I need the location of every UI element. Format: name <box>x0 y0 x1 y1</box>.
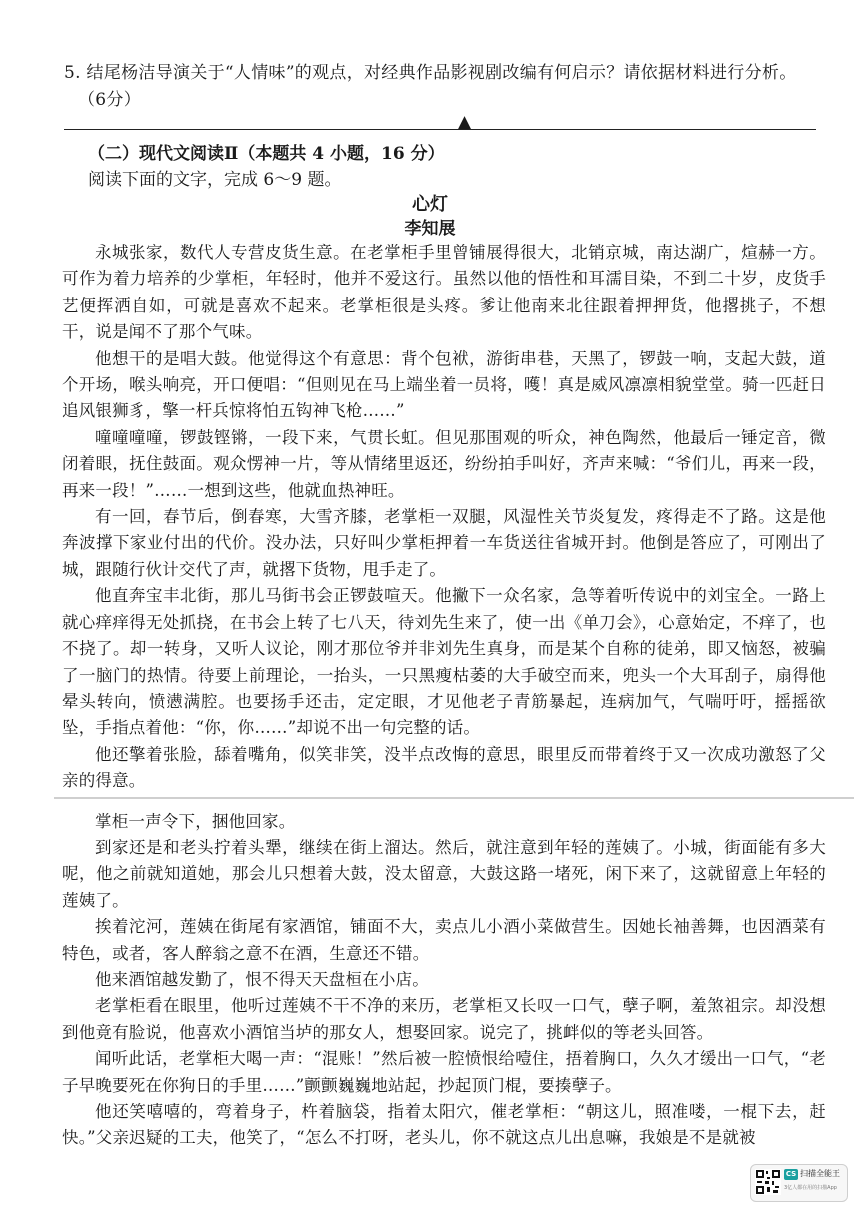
section-instruction: 阅读下面的文字，完成 6～9 题。 <box>88 170 342 190</box>
article-paragraph: 到家还是和老头拧着头犟，继续在街上溜达。然后，就注意到年轻的莲姨了。小城，街面能有多大呢，他之前就知道她，那会儿只想着大鼓，没太留意，大鼓这路一堵死，闲下来了，这就留意上年轻的莲姨了。 <box>62 837 826 910</box>
article-paragraph: 闻听此话，老掌柜大喝一声：“混账！”然后被一腔愤恨给噎住，捂着胸口，久久才缓出一口气，“老子早晚要死在你狗日的手里……”颤颤巍巍地站起，抄起顶门棍，要揍孽子。 <box>62 1049 826 1095</box>
article-paragraph: 他来酒馆越发勤了，恨不得天天盘桓在小店。 <box>95 969 429 989</box>
scanner-watermark <box>750 1164 848 1202</box>
section-divider <box>64 129 816 130</box>
article-paragraph: 挨着沱河，莲姨在街尾有家酒馆，铺面不大，卖点儿小酒小菜做营生。因她长袖善舞，也因酒菜有特色，或者，客人醉翁之意不在酒，生意还不错。 <box>62 917 826 963</box>
scanner-app-tagline: 3亿人都在用的扫描App <box>784 1185 837 1191</box>
article-paragraph: 噇噇噇噇，锣鼓铿锵，一段下来，气贯长虹。但见那围观的听众，神色陶然，他最后一锤定音，微闭着眼，抚住鼓面。观众愣神一片，等从情绪里返还，纷纷拍手叫好，齐声来喊：“爷们儿，再来一段，再来一段！”……一想到这些，他就血热神旺。 <box>62 427 826 500</box>
question-5-text: 5. 结尾杨洁导演关于“人情味”的观点，对经典作品影视剧改编有何启示？请依据材料进行分析。 <box>64 63 797 83</box>
qr-code-icon <box>755 1169 781 1195</box>
article-paragraph: 有一回，春节后，倒春寒，大雪齐膝，老掌柜一双腿，风湿性关节炎复发，疼得走不了路。这是他奔波撑下家业付出的代价。没办法，只好叫少掌柜押着一车货送往省城开封。他倒是答应了，可刚出了城，跟随行伙计交代了声，就撂下货物，甩手走了。 <box>62 507 826 579</box>
article-paragraph: 老掌柜看在眼里，他听过莲姨不干不净的来历，老掌柜又长叹一口气，孽子啊，羞煞祖宗。却没想到他竟有脸说，他喜欢小酒馆当垆的那女人，想娶回家。说完了，挑衅似的等老头回答。 <box>62 996 826 1042</box>
article-paragraph: 他还笑嘻嘻的，弯着身子，杵着脑袋，指着太阳穴，催老掌柜：“朝这儿，照准喽，一棍下去，赶快。”父亲迟疑的工夫，他笑了，“怎么不打呀，老头儿，你不就这点儿出息嘛，我娘是不是就被 <box>62 1102 826 1148</box>
question-5 <box>64 60 834 114</box>
article-paragraph: 永城张家，数代人专营皮货生意。在老掌柜手里曾铺展得很大，北销京城，南达湖广，煊赫一方。可作为着力培养的少掌柜，年轻时，他并不爱这行。虽然以他的悟性和耳濡目染，不到二十岁，皮货手艺便挥洒自如，可就是喜欢不起来。老掌柜很是头疼。爹让他南来北往跟着押押货，他撂挑子，不想干，说是闻不了那个气味。 <box>62 243 826 342</box>
article-paragraph: 他直奔宝丰北街，那儿马街书会正锣鼓喧天。他撇下一众名家，急等着听传说中的刘宝全。一路上就心痒痒得无处抓挠，在书会上转了七八天，待刘先生来了，使一出《单刀会》，心意始定，不痒了，也不挠了。却一转身，又听人议论，刚才那位爷并非刘先生真身，而是某个自称的徒弟，即又恼怒，被骗了一脑门的热情。待要上前理论，一抬头，一只黑瘦枯萎的大手破空而来，兜头一个大耳刮子，扇得他晕头转向，愤懑满腔。也要扬手还击，定定眼，才见他老子青筋暴起，连病加气，气喘吁吁，摇摇欲坠，手指点着他：“你，你……”却说不出一句完整的话。 <box>62 586 826 738</box>
question-5-score: （6分） <box>78 90 142 110</box>
article-paragraph: 掌柜一声令下，捆他回家。 <box>95 811 296 831</box>
article-author: 李知展 <box>404 219 456 239</box>
scanner-app-name: 扫描全能王 <box>800 1169 840 1178</box>
page-fold-line <box>54 797 854 799</box>
cs-logo-icon: CS <box>785 1170 797 1178</box>
section-heading: （二）现代文阅读Ⅱ（本题共 4 小题，16 分） <box>88 144 445 164</box>
triangle-marker-icon: ▲ <box>458 112 472 132</box>
article-title: 心灯 <box>412 194 448 215</box>
article-paragraph: 他想干的是唱大鼓。他觉得这个有意思：背个包袱，游街串巷，天黑了，锣鼓一响，支起大鼓，道个开场，喉头响亮，开口便唱：“但则见在马上端坐着一员将，嚄！真是威风凛凛相貌堂堂。骑一匹赶日追风银狮豸，擎一杆兵惊将怕五钩神飞枪……” <box>62 348 826 421</box>
article-body <box>62 240 826 1152</box>
article-paragraph: 他还擎着张脸，舔着嘴角，似笑非笑，没半点改悔的意思，眼里反而带着终于又一次成功激怒了父亲的得意。 <box>62 744 826 791</box>
